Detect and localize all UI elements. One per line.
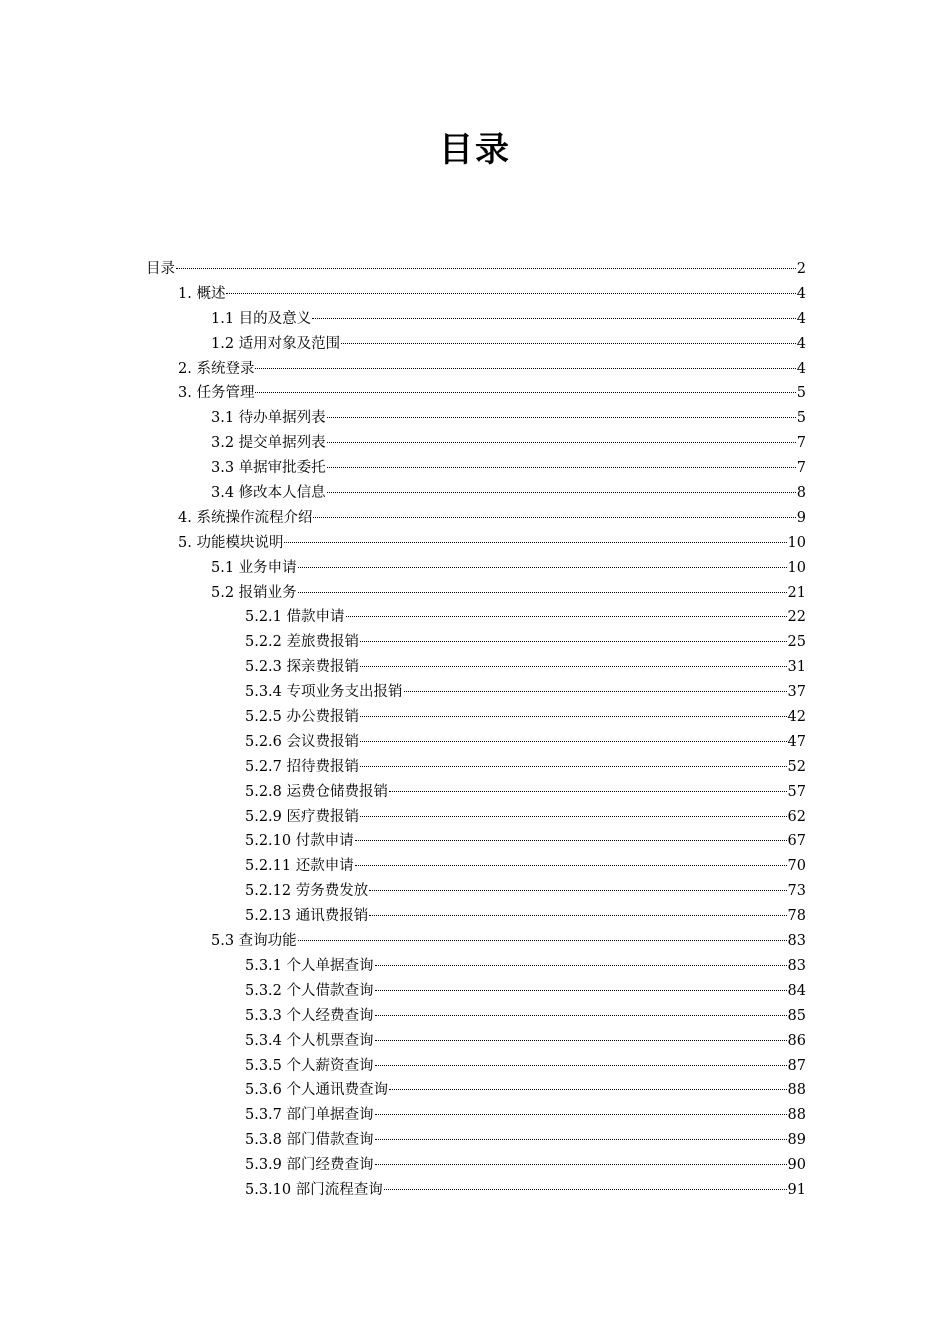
table-of-contents: [146, 257, 806, 1203]
toc-dot-leader: [360, 766, 787, 767]
toc-dot-leader: [355, 840, 787, 841]
toc-entry[interactable]: [146, 854, 806, 879]
toc-dot-leader: [384, 1189, 787, 1190]
toc-dot-leader: [369, 915, 786, 916]
toc-dot-leader: [360, 716, 787, 717]
toc-entry-title: 5.2.13 通讯费报销: [245, 908, 369, 925]
toc-page-number: 91: [787, 1181, 806, 1198]
toc-entry[interactable]: [146, 829, 806, 854]
toc-dot-leader: [327, 492, 796, 493]
toc-page-number: 10: [787, 534, 806, 551]
toc-entry-title: 3.3 单据审批委托: [211, 460, 326, 477]
toc-page-number: 4: [796, 285, 806, 302]
toc-page-number: 87: [787, 1057, 806, 1074]
toc-page-number: 52: [787, 758, 806, 775]
toc-entry-title: 1.1 目的及意义: [211, 310, 312, 327]
toc-page-number: 86: [787, 1032, 806, 1049]
toc-entry-title: 5.2.1 借款申请: [245, 609, 345, 626]
toc-entry[interactable]: [146, 307, 806, 332]
toc-page-number: 2: [796, 261, 806, 277]
toc-dot-leader: [176, 268, 796, 269]
toc-entry[interactable]: [146, 979, 806, 1004]
toc-entry-title: 5.2.7 招待费报销: [245, 758, 360, 775]
toc-page-number: 47: [787, 733, 806, 750]
toc-dot-leader: [375, 1139, 787, 1140]
toc-page-number: 4: [796, 310, 806, 327]
toc-page-number: 85: [787, 1007, 806, 1024]
toc-entry[interactable]: [146, 1103, 806, 1128]
toc-dot-leader: [312, 318, 796, 319]
toc-dot-leader: [375, 990, 787, 991]
toc-entry-title: 5.2.11 还款申请: [245, 858, 354, 875]
toc-dot-leader: [360, 641, 787, 642]
toc-page-number: 5: [796, 385, 806, 402]
toc-dot-leader: [369, 890, 786, 891]
toc-page-number: 7: [796, 435, 806, 452]
toc-entry-title: 5.3.4 个人机票查询: [245, 1032, 374, 1049]
toc-entry-title: 5.2.2 差旅费报销: [245, 634, 360, 651]
page-title: 目录: [439, 130, 511, 170]
toc-entry[interactable]: [146, 730, 806, 755]
toc-page-number: 31: [787, 659, 806, 676]
toc-dot-leader: [389, 791, 787, 792]
toc-entry-title: 3.4 修改本人信息: [211, 485, 326, 502]
toc-entry-title: 3. 任务管理: [178, 385, 255, 402]
toc-dot-leader: [298, 940, 787, 941]
toc-entry-title: 5.3.5 个人薪资查询: [245, 1057, 374, 1074]
toc-entry[interactable]: [146, 680, 806, 705]
toc-entry[interactable]: [146, 431, 806, 456]
toc-page-number: 4: [796, 360, 806, 377]
toc-dot-leader: [355, 865, 787, 866]
toc-page-number: 42: [787, 709, 806, 726]
toc-entry[interactable]: [146, 406, 806, 431]
toc-page-number: 7: [796, 460, 806, 477]
toc-dot-leader: [327, 467, 796, 468]
toc-entry-title: 3.1 待办单据列表: [211, 410, 326, 427]
toc-entry-title: 5.3 查询功能: [211, 933, 297, 950]
toc-entry[interactable]: [146, 879, 806, 904]
toc-dot-leader: [327, 417, 796, 418]
toc-entry-title: 5.2.10 付款申请: [245, 833, 354, 850]
toc-entry[interactable]: [146, 630, 806, 655]
toc-dot-leader: [375, 1065, 787, 1066]
toc-entry-title: 5.1 业务申请: [211, 559, 297, 576]
toc-dot-leader: [327, 442, 796, 443]
toc-entry-title: 5.3.9 部门经费查询: [245, 1157, 374, 1174]
toc-page-number: 83: [787, 933, 806, 950]
toc-entry[interactable]: [146, 755, 806, 780]
toc-page-number: 73: [787, 883, 806, 900]
toc-entry[interactable]: [146, 805, 806, 830]
toc-entry[interactable]: [146, 282, 806, 307]
toc-page-number: 89: [787, 1132, 806, 1149]
toc-entry-title: 5.2.12 劳务费发放: [245, 883, 369, 900]
toc-dot-leader: [375, 965, 787, 966]
toc-entry-title: 5.3.3 个人经费查询: [245, 1007, 374, 1024]
toc-page-number: 4: [796, 335, 806, 352]
toc-entry[interactable]: [146, 954, 806, 979]
toc-dot-leader: [341, 343, 796, 344]
toc-dot-leader: [360, 741, 787, 742]
toc-entry[interactable]: [146, 257, 806, 282]
toc-entry[interactable]: [146, 1004, 806, 1029]
toc-dot-leader: [255, 392, 795, 393]
toc-page-number: 25: [787, 634, 806, 651]
toc-entry-title: 5.2.5 办公费报销: [245, 709, 360, 726]
toc-entry[interactable]: [146, 357, 806, 382]
toc-entry-title: 5.3.7 部门单据查询: [245, 1107, 374, 1124]
toc-entry[interactable]: [146, 456, 806, 481]
toc-entry[interactable]: [146, 605, 806, 630]
toc-dot-leader: [360, 816, 787, 817]
toc-dot-leader: [375, 1040, 787, 1041]
toc-page-number: 5: [796, 410, 806, 427]
toc-entry[interactable]: [146, 1078, 806, 1103]
toc-entry[interactable]: [146, 506, 806, 531]
toc-entry[interactable]: [146, 332, 806, 357]
toc-entry-title: 5.3.8 部门借款查询: [245, 1132, 374, 1149]
toc-entry-title: 5.2 报销业务: [211, 584, 297, 601]
toc-entry[interactable]: [146, 705, 806, 730]
toc-page-number: 70: [787, 858, 806, 875]
toc-entry-title: 目录: [146, 261, 175, 277]
toc-dot-leader: [375, 1164, 787, 1165]
toc-entry[interactable]: [146, 481, 806, 506]
toc-dot-leader: [389, 1089, 787, 1090]
toc-page-number: 62: [787, 808, 806, 825]
toc-dot-leader: [375, 1015, 787, 1016]
toc-entry[interactable]: [146, 581, 806, 606]
toc-entry[interactable]: [146, 531, 806, 556]
toc-entry[interactable]: [146, 381, 806, 406]
toc-entry[interactable]: [146, 1178, 806, 1203]
toc-entry[interactable]: [146, 1054, 806, 1079]
toc-entry-title: 5.3.1 个人单据查询: [245, 957, 374, 974]
toc-entry-title: 5.2.6 会议费报销: [245, 733, 360, 750]
toc-entry[interactable]: [146, 556, 806, 581]
toc-dot-leader: [375, 1114, 787, 1115]
toc-entry[interactable]: [146, 1128, 806, 1153]
toc-entry-title: 4. 系统操作流程介绍: [178, 509, 313, 526]
toc-dot-leader: [298, 567, 787, 568]
toc-dot-leader: [346, 616, 787, 617]
toc-entry-title: 5.3.6 个人通讯费查询: [245, 1082, 389, 1099]
toc-page-number: 8: [796, 485, 806, 502]
toc-page-number: 10: [787, 559, 806, 576]
toc-entry[interactable]: [146, 904, 806, 929]
toc-entry-title: 3.2 提交单据列表: [211, 435, 326, 452]
toc-page-number: 9: [796, 509, 806, 526]
toc-dot-leader: [298, 592, 787, 593]
toc-entry[interactable]: [146, 1153, 806, 1178]
toc-dot-leader: [360, 666, 787, 667]
toc-page-number: 78: [787, 908, 806, 925]
toc-page-number: 21: [787, 584, 806, 601]
toc-entry-title: 1.2 适用对象及范围: [211, 335, 341, 352]
toc-dot-leader: [255, 368, 795, 369]
toc-page-number: 37: [787, 684, 806, 701]
toc-entry-title: 5.2.8 运费仓储费报销: [245, 783, 389, 800]
toc-page-number: 84: [787, 982, 806, 999]
toc-dot-leader: [404, 691, 787, 692]
toc-entry-title: 5.2.9 医疗费报销: [245, 808, 360, 825]
toc-entry[interactable]: [146, 929, 806, 954]
toc-entry[interactable]: [146, 655, 806, 680]
toc-page-number: 83: [787, 957, 806, 974]
toc-entry-title: 1. 概述: [178, 285, 226, 302]
toc-page-number: 57: [787, 783, 806, 800]
toc-page-number: 22: [787, 609, 806, 626]
toc-entry[interactable]: [146, 780, 806, 805]
toc-entry[interactable]: [146, 1029, 806, 1054]
toc-entry-title: 2. 系统登录: [178, 360, 255, 377]
toc-page-number: 88: [787, 1107, 806, 1124]
toc-entry-title: 5. 功能模块说明: [178, 534, 284, 551]
toc-dot-leader: [284, 542, 786, 543]
toc-page-number: 88: [787, 1082, 806, 1099]
toc-dot-leader: [313, 517, 795, 518]
toc-page-number: 67: [787, 833, 806, 850]
toc-entry-title: 5.2.3 探亲费报销: [245, 659, 360, 676]
toc-page-number: 90: [787, 1157, 806, 1174]
toc-entry-title: 5.3.4 专项业务支出报销: [245, 684, 403, 701]
toc-entry-title: 5.3.2 个人借款查询: [245, 982, 374, 999]
toc-dot-leader: [226, 293, 795, 294]
toc-entry-title: 5.3.10 部门流程查询: [245, 1181, 383, 1198]
